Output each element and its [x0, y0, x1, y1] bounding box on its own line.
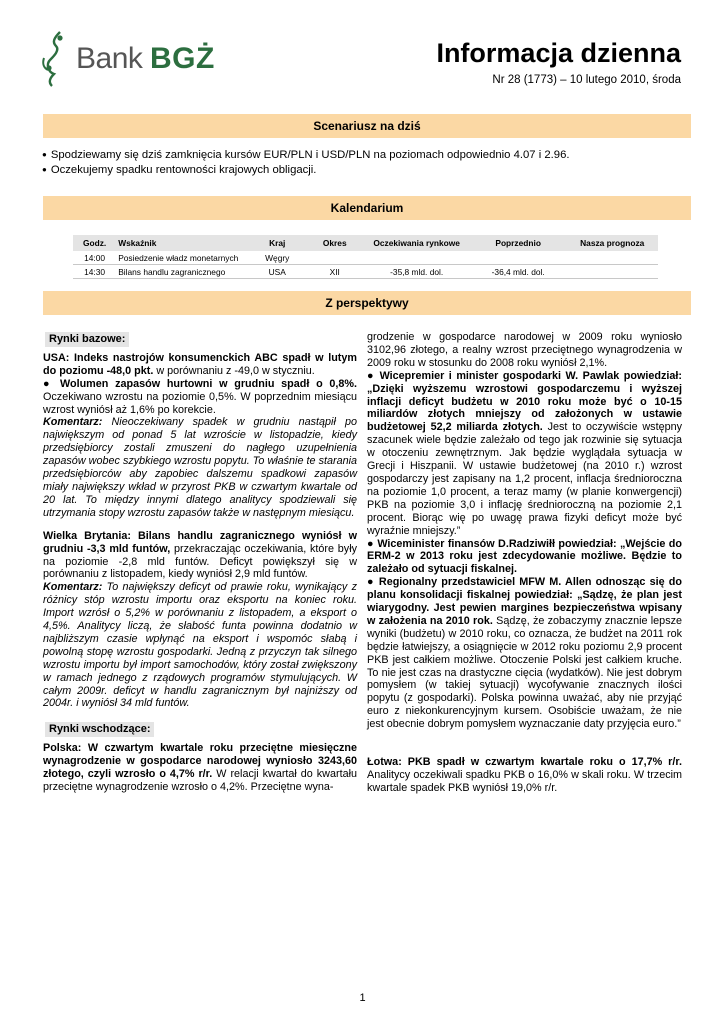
paragraph-inventory: [43, 378, 357, 417]
paragraph-allen: [367, 576, 682, 731]
section-heading-scenario: Scenariusz na dziś: [313, 119, 421, 133]
bullet-icon: ●: [367, 537, 378, 550]
calendar-col-header: Poprzednio: [470, 235, 567, 251]
calendar-col-header: Godz.: [73, 235, 116, 251]
latvia-text: Analitycy oczekiwali spadku PKB o 16,0% w skali roku. W trzecim kwartale spadek PKB wyniósł 19,0% r/r.: [367, 769, 682, 794]
paragraph-poland: [43, 742, 357, 794]
allen-text: Sądzę, że zobaczymy znacznie lepsze wyniki (budżetu) w 2010 roku, co oznacza, że budżet na 2011 rok będzie łatwiejszy, a osiągnięcie w 2012 roku poziomu 2,9 procent PKB jest całkiem możliwe. Otoczenie Polski jest całkiem kruche. To nie jest czas na drastyczne cięcia (wydatków). Nie jest dobrym pomysłem (w takiej sytuacji) wycofywanie znacznych ilości popytu (z gospodarki). Polska powinna uważać, aby nie przyjąć euro z niekonkurencyjnym kursem. Osobiście uważam, że nie jest obecnie dobrym pomysłem wyznaczanie daty przyjęcia euro.”: [367, 614, 682, 731]
section-bar-scenario: [43, 114, 691, 138]
calendar-header-row: [73, 235, 658, 251]
paragraph-radziwill: [367, 538, 682, 577]
poland-headline: Polska: W czwartym kwartale roku przeciętne miesięczne wynagrodzenie w gospodarce narodowej wyniosło 3243,60 złotego, czyli wzrosło o 4,7% r/r.: [43, 742, 357, 781]
section-heading-calendar: Kalendarium: [330, 201, 404, 215]
table-cell: [470, 251, 567, 265]
usa-headline: USA: Indeks nastrojów konsumenckich ABC spadł w lutym do poziomu -48,0 pkt.: [43, 351, 357, 377]
uk-text: przekraczając oczekiwania, które były na poziomie -2,8 mld funtów. Deficyt powiększył się w porównaniu z listopadem, kiedy wyniósł 2,9 mld funtów.: [43, 542, 358, 581]
table-cell: USA: [248, 265, 306, 279]
table-cell: Posiedzenie władz monetarnych: [116, 251, 248, 265]
right-column: [367, 331, 682, 795]
section-heading-perspective: Z perspektywy: [325, 296, 409, 310]
calendar-col-header: Nasza prognoza: [566, 235, 658, 251]
logo-text-bank: Bank: [76, 42, 143, 75]
table-cell: Bilans handlu zagranicznego: [116, 265, 248, 279]
table-cell: XII: [306, 265, 364, 279]
paragraph-comment-uk: [43, 581, 357, 710]
section-bar-calendar: [43, 196, 691, 220]
table-cell: -35,8 mld. dol.: [363, 265, 469, 279]
tag-base-markets: Rynki bazowe:: [45, 332, 129, 347]
calendar-col-header: Oczekiwania rynkowe: [363, 235, 469, 251]
pawlak-text: Jest to oczywiście wstępny szacunek wiele będzie zależało od tego jak rozwinie się sytuacja w otoczeniu zewnętrznym. Jak będzie wyglądała sytuacja w Grecji i Hiszpanii. W ustawie budżetowej (na 2010 r.) wzrost gospodarczy jest zapisany na 1,2 procent, inflacja średnioroczna na poziomie 1,0 procent, a teraz mamy (w planie konwergencji) PKB na poziomie 3,0 i inflację średnioroczną na poziomie 2,1 procent. Biorąc wię po uwagę prawa fizyki deficyt może być wyraźnie mniejszy.”: [367, 421, 682, 537]
table-cell: [566, 251, 658, 265]
bullet-icon: ●: [367, 576, 379, 589]
table-row: [73, 265, 658, 279]
section-bar-perspective: [43, 291, 691, 315]
bullet-icon: ●: [367, 369, 380, 382]
logo-text-bgz: BGŻ: [150, 42, 215, 75]
scenario-bullets: [42, 148, 570, 178]
left-column: [43, 330, 357, 794]
table-cell: Węgry: [248, 251, 306, 265]
scenario-bullet: ● Oczekujemy spadku rentowności krajowych obligacji.: [42, 163, 570, 178]
comment-label: Komentarz:: [43, 581, 103, 594]
paragraph-usa: [43, 352, 357, 378]
tag-emerging-markets: Rynki wschodzące:: [45, 722, 154, 737]
paragraph-uk: [43, 530, 357, 582]
paragraph-comment-usa: [43, 416, 357, 519]
usa-text: w porównaniu z -49,0 w styczniu.: [153, 364, 315, 377]
table-cell: [363, 251, 469, 265]
table-cell: [306, 251, 364, 265]
paragraph-pawlak: [367, 370, 682, 538]
issue-info: Nr 28 (1773) – 10 lutego 2010, środa: [492, 74, 681, 86]
table-cell: -36,4 mld. dol.: [470, 265, 567, 279]
scenario-bullet: ● Spodziewamy się dziś zamknięcia kursów EUR/PLN i USD/PLN na poziomach odpowiednio 4.07 i 2.96.: [42, 148, 570, 163]
allen-headline: Regionalny przedstawiciel MFW M. Allen odnosząc się do planu konsolidacji fiskalnej powiedział: „Sądzę, że plan jest wiarygodny. Jest pewien margines bezpieczeństwa wpisany w założenia na 2010 rok.: [367, 576, 682, 627]
calendar-col-header: Okres: [306, 235, 364, 251]
poland-text: W relacji kwartał do kwartału przeciętne wynagrodzenie wzrosło o 4,2%. Przeciętne wyna-: [43, 768, 357, 793]
comment-label: Komentarz:: [43, 416, 103, 429]
inventory-text: Oczekiwano wzrostu na poziomie 0,5%. W poprzednim miesiącu wzrost wyniósł aż 1,6% po korekcie.: [43, 390, 357, 416]
pawlak-headline: Wicepremier i minister gospodarki W. Pawlak powiedział: „Dzięki wyższemu wzrostowi gospodarczemu i wyższej inflacji deficyt budżetu w 2010 roku może być o 10-15 miliardów złotych mniejszy od założonych w ustawie budżetowej 52,2 miliarda złotych.: [367, 369, 682, 434]
paragraph-latvia: [367, 756, 682, 795]
comment-text: Nieoczekiwany spadek w grudniu nastąpił po największym od ponad 5 lat wzroście w listopadzie, kiedy przedsiębiorcy zostali zmuszeni do nagłego uzupełnienia zapasów wobec szybkiego wzrostu popytu. To właśnie te starania przedsiębiorców aby zapobiec dalszemu spadkowi zapasów miały największy wkład w przyrost PKB w czwartym kwartale od 20 lat. To między innymi dlatego analitycy spodziewali się utrzymania stopy wzrostu zapasów także w następnym miesiącu.: [43, 416, 357, 519]
calendar-col-header: Kraj: [248, 235, 306, 251]
table-row: [73, 251, 658, 265]
uk-headline: Wielka Brytania: Bilans handlu zagranicznego wyniósł w grudniu -3,3 mld funtów,: [43, 529, 357, 555]
document-title: Informacja dzienna: [436, 38, 681, 68]
table-cell: 14:00: [73, 251, 116, 265]
table-cell: [566, 265, 658, 279]
paragraph-wages-cont: grodzenie w gospodarce narodowej w 2009 roku wyniosło 3102,96 złotego, a realny wzrost przeciętnego wynagrodzenia w 2009 roku w stosunku do 2008 roku wyniósł 2,1%.: [367, 331, 682, 369]
comment-text: To największy deficyt od prawie roku, wynikający z różnicy stóp wzrostu importu oraz eksportu na koniec roku. Import wzrósł o 5,2% w porównaniu z listopadem, a eksport o 4,5%. Analitycy liczą, że słabość funta powinna dodatnio w najbliższym czasie wpłynąć na eksport i wspomóc słabą i powolną stopę wzrostu gospodarki. Jedną z przyczyn tak silnego wzrostu importu był import samochodów, który został zwiększony w ramach jednego z rządowych programów stymulujących. W całym 2009r. deficyt w handlu zagranicznym był najniższy od 2004r. i wyniósł 34 mld funtów.: [43, 581, 357, 710]
radziwill-headline: Wiceminister finansów D.Radziwiłł powiedział: „Wejście do ERM-2 w 2013 roku jest zdecydowanie możliwe. Będzie to zależało od sytuacji fiskalnej.: [367, 537, 682, 576]
latvia-headline: Łotwa: PKB spadł w czwartym kwartale roku o 17,7% r/r.: [367, 756, 682, 769]
page-number: 1: [359, 992, 366, 1004]
calendar-col-header: Wskaźnik: [116, 235, 248, 251]
bullet-icon: ●: [43, 377, 60, 390]
inventory-headline: Wolumen zapasów hurtowni w grudniu spadł o 0,8%.: [59, 377, 357, 390]
bank-logo-mark-icon: [40, 28, 70, 88]
table-cell: 14:30: [73, 265, 116, 279]
calendar-table: [73, 235, 658, 279]
